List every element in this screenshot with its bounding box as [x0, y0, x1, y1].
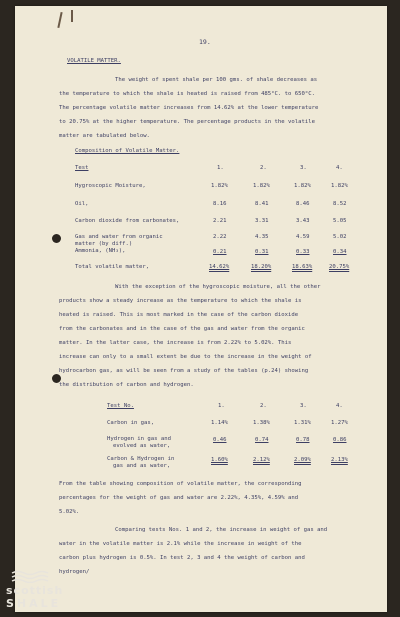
paragraph-line: The weight of spent shale per 100 gms. of shale decreases as: [115, 77, 318, 83]
binding-hole: [52, 234, 61, 243]
logo-text-line2: SHALE: [6, 597, 62, 610]
table-header: Test No.: [107, 403, 134, 409]
total-cell: 14.62%: [209, 264, 230, 270]
paragraph-line: The percentage volatile matter increases from 14.62% at the lower temperature: [59, 105, 319, 111]
row-label: gas and as water,: [113, 463, 171, 469]
paragraph-line: the temperature to which the shale is heated is raised from 485°C. to 650°C.: [59, 91, 315, 97]
row-label: Ammonia, (NH₃),: [75, 248, 126, 254]
table-cell: 8.16: [213, 201, 227, 207]
table-cell: 0.86: [333, 437, 347, 443]
document-page: [15, 6, 387, 612]
table-cell: 1.60%: [211, 457, 228, 463]
table-cell: 0.21: [213, 249, 227, 255]
row-label: matter (by diff.): [75, 241, 133, 247]
table-cell: 1.27%: [331, 420, 348, 426]
table-cell: 1.82%: [211, 183, 228, 189]
table-cell: 0.33: [296, 249, 310, 255]
table-cell: 1.14%: [211, 420, 228, 426]
table-cell: 8.46: [296, 201, 310, 207]
table-cell: 1.82%: [294, 183, 311, 189]
paragraph-line: From the table showing composition of volatile matter, the corresponding: [59, 481, 302, 487]
section-heading: VOLATILE MATTER.: [67, 58, 121, 64]
table-cell: 8.52: [333, 201, 347, 207]
table-cell: 5.05: [333, 218, 347, 224]
table-cell: 1.31%: [294, 420, 311, 426]
paragraph-line: to 20.75% at the higher temperature. The percentage products in the volatile: [59, 119, 315, 125]
table-header: 2.: [260, 165, 267, 171]
paragraph-line: matter are tabulated below.: [59, 133, 150, 139]
staple-mark: [71, 10, 73, 22]
paragraph-line: hydrocarbon gas, as will be seen from a study of the tables (p.24) showing: [59, 368, 309, 374]
table-header: 3.: [300, 165, 307, 171]
table-header: 4.: [336, 165, 343, 171]
table-title: Composition of Volatile Matter.: [75, 148, 180, 154]
staple-mark: [57, 12, 62, 28]
scottish-shale-logo: [0, 567, 64, 617]
paragraph-line: percentages for the weight of gas and water are 2.22%, 4.35%, 4.59% and: [59, 495, 299, 501]
table-cell: 2.21: [213, 218, 227, 224]
paragraph-line: 5.02%.: [59, 509, 80, 515]
table-header: 1.: [217, 165, 224, 171]
row-label: Carbon & Hydrogen in: [107, 456, 175, 462]
paragraph-line: Comparing tests Nos. 1 and 2, the increase in weight of gas and: [115, 527, 328, 533]
total-label: Total volatile matter,: [75, 264, 150, 270]
row-label: Carbon dioxide from carbonates,: [75, 218, 180, 224]
table-cell: 2.22: [213, 234, 227, 240]
paragraph-line: carbon plus hydrogen is 0.5%. In test 2, 3 and 4 the weight of carbon and: [59, 555, 305, 561]
table-cell: 4.59: [296, 234, 310, 240]
paragraph-line: from the carbonates and in the case of the gas and water from the organic: [59, 326, 305, 332]
table-cell: 1.82%: [253, 183, 270, 189]
row-label: Hydrogen in gas and: [107, 436, 171, 442]
table-header: 3.: [300, 403, 307, 409]
table-cell: 2.09%: [294, 457, 311, 463]
paragraph-line: the distribution of carbon and hydrogen.: [59, 382, 194, 388]
table-header: Test: [75, 165, 89, 171]
table-cell: 0.31: [255, 249, 269, 255]
table-cell: 5.02: [333, 234, 347, 240]
table-cell: 3.43: [296, 218, 310, 224]
page-number: 19.: [199, 38, 211, 46]
row-label: Oil,: [75, 201, 89, 207]
table-header: 2.: [260, 403, 267, 409]
paragraph-line: matter. In the latter case, the increase is from 2.22% to 5.02%. This: [59, 340, 292, 346]
table-cell: 1.82%: [331, 183, 348, 189]
logo-text-line1: scottish: [6, 584, 64, 597]
paragraph-line: increase can only to a small extent be due to the increase in the weight of: [59, 354, 312, 360]
table-cell: 0.46: [213, 437, 227, 443]
paragraph-line: heated is raised. This is most marked in the case of the carbon dioxide: [59, 312, 299, 318]
row-label: Carbon in gas,: [107, 420, 155, 426]
row-label: Gas and water from organic: [75, 234, 163, 240]
table-cell: 0.74: [255, 437, 269, 443]
wave-logo-icon: [10, 569, 54, 583]
paragraph-line: products show a steady increase as the temperature to which the shale is: [59, 298, 302, 304]
paragraph-line: water in the volatile matter is 2.1% while the increase in weight of the: [59, 541, 302, 547]
paragraph-line: With the exception of the hygroscopic moisture, all the other: [115, 284, 321, 290]
row-label: evolved as water,: [113, 443, 171, 449]
total-cell: 18.63%: [292, 264, 313, 270]
table-cell: 0.78: [296, 437, 310, 443]
table-cell: 8.41: [255, 201, 269, 207]
table-header: 4.: [336, 403, 343, 409]
paragraph-line: hydrogen/: [59, 569, 90, 575]
table-cell: 0.34: [333, 249, 347, 255]
row-label: Hygroscopic Moisture,: [75, 183, 146, 189]
table-cell: 3.31: [255, 218, 269, 224]
table-header: 1.: [218, 403, 225, 409]
table-cell: 2.12%: [253, 457, 270, 463]
table-cell: 2.13%: [331, 457, 348, 463]
table-cell: 4.35: [255, 234, 269, 240]
table-cell: 1.38%: [253, 420, 270, 426]
total-cell: 18.20%: [251, 264, 272, 270]
total-cell: 20.75%: [329, 264, 350, 270]
